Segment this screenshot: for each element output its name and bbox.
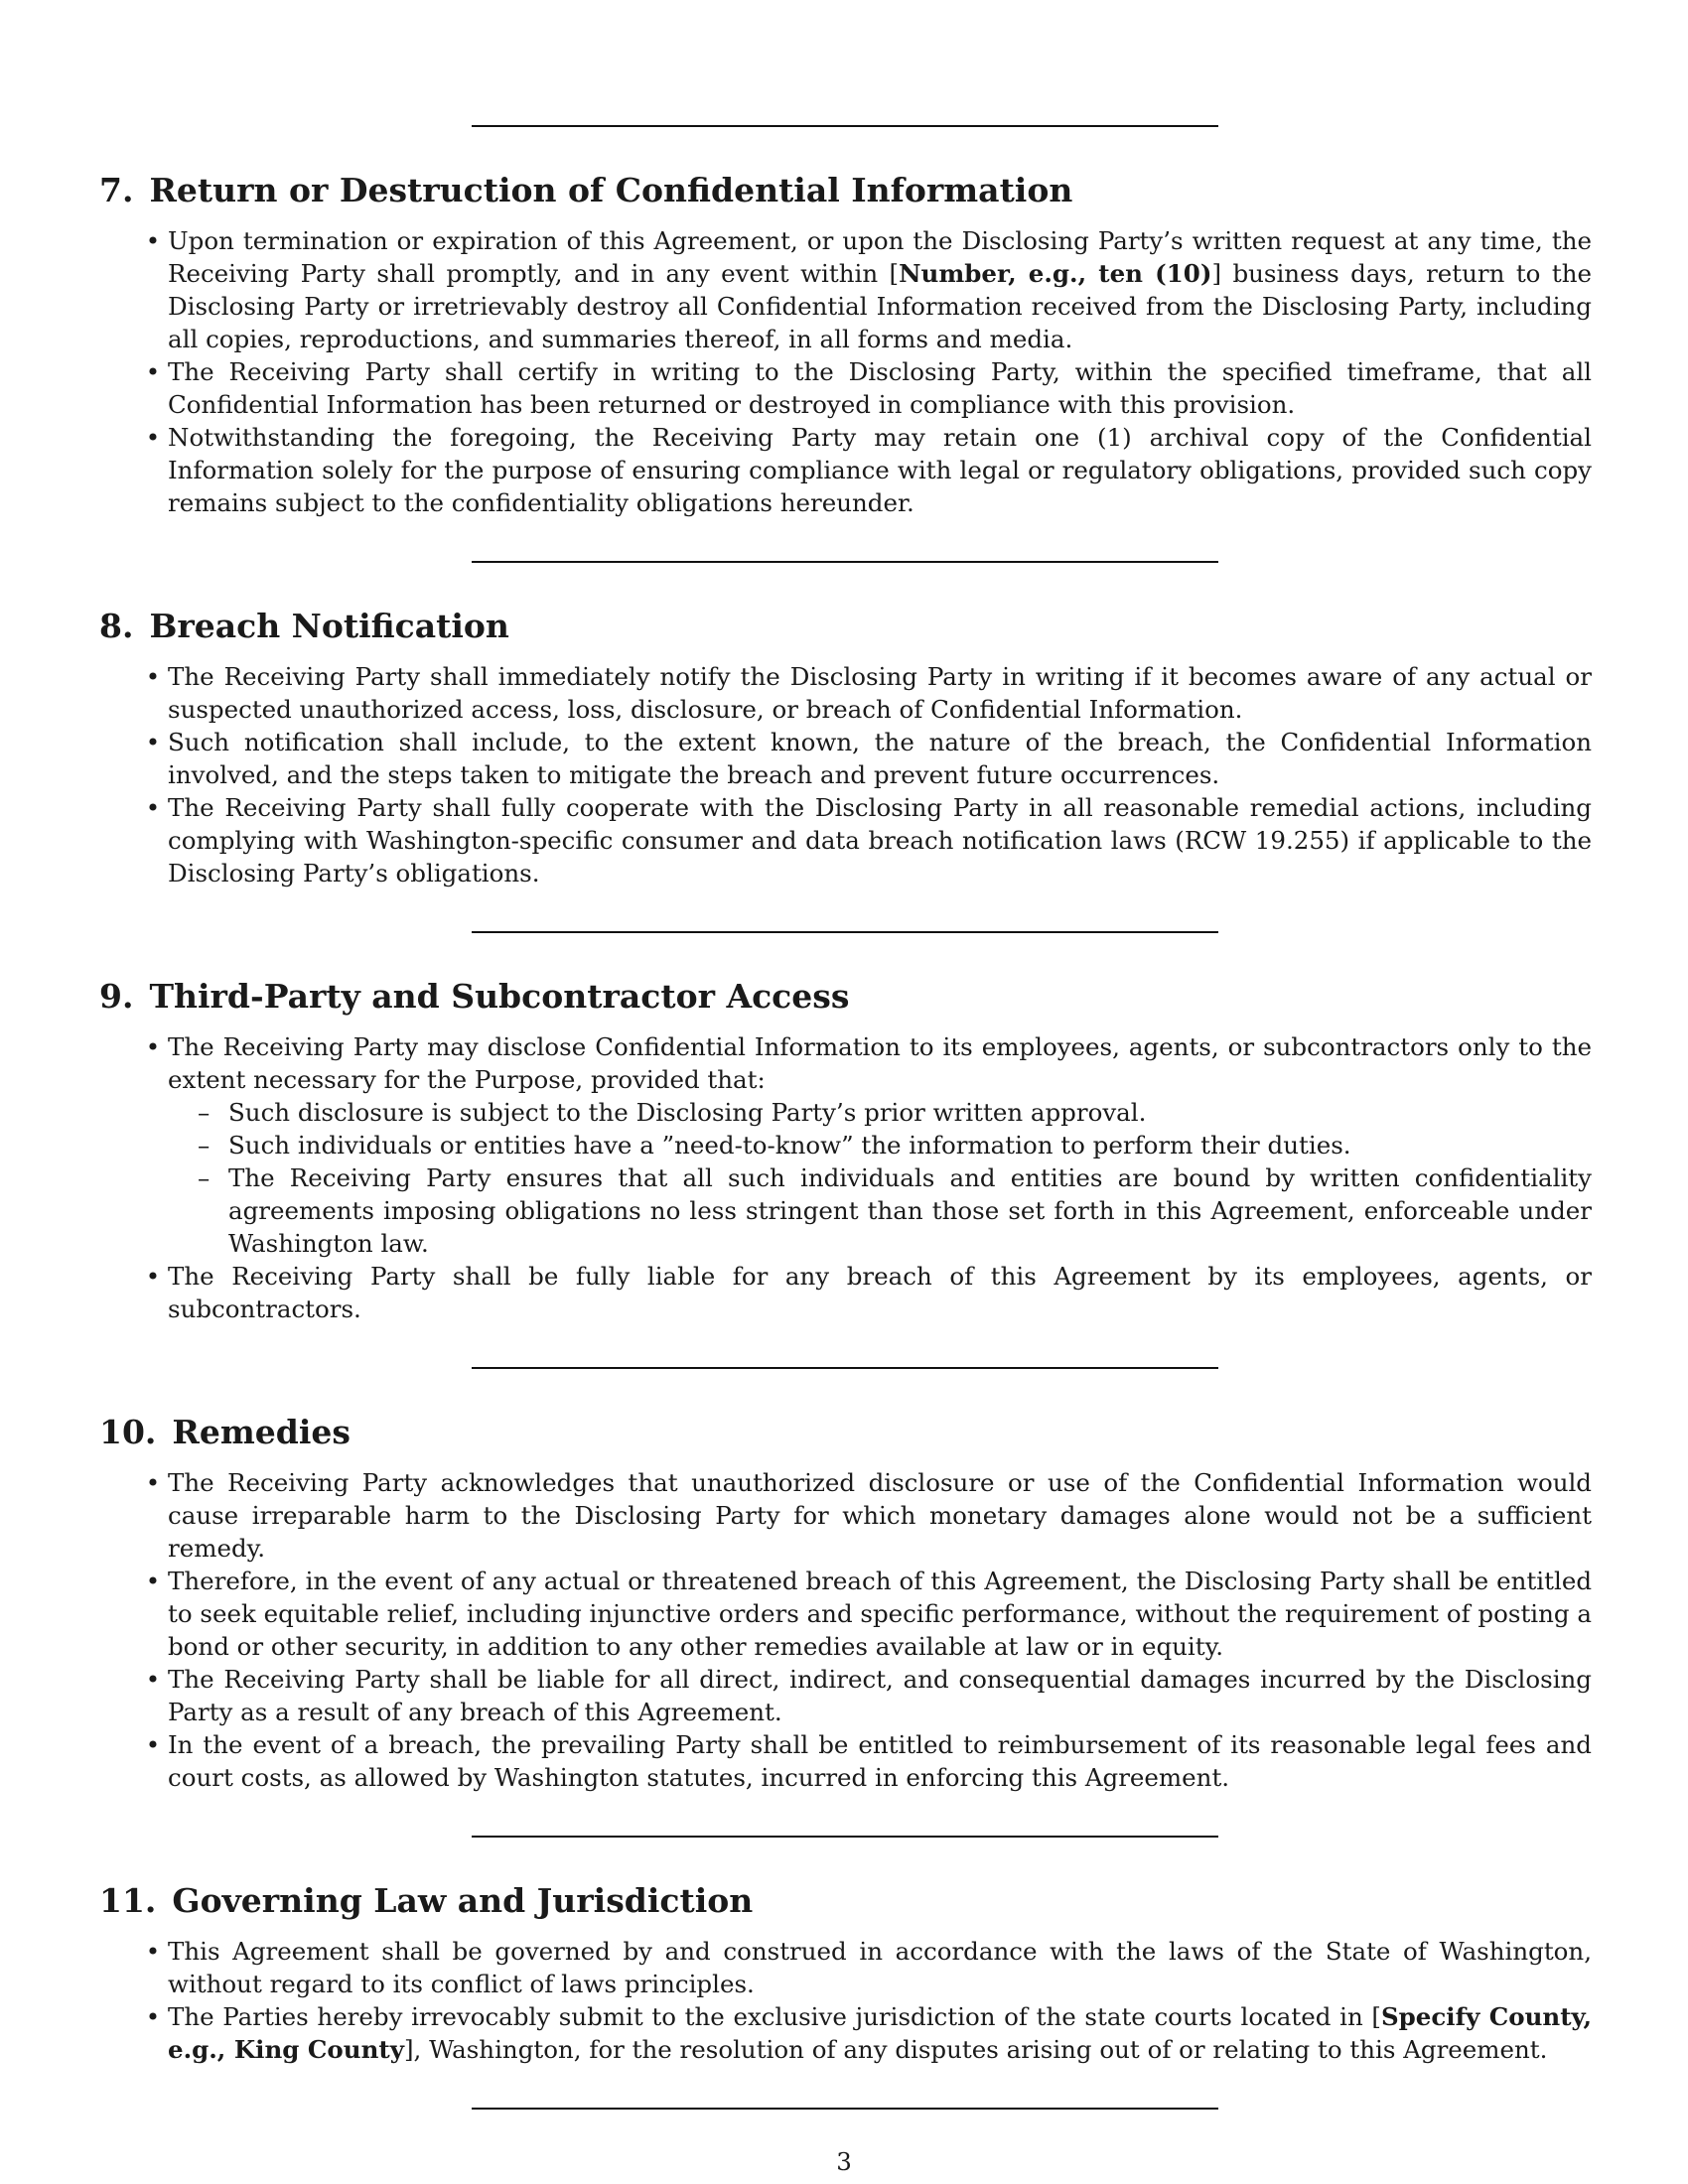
clause-text: ], Washington, for the resolution of any disputes arising out of or relating to this Agreement. [403, 2035, 1548, 2064]
clause-text: Therefore, in the event of any actual or threatened breach of this Agreement, the Disclosing Party shall be entitled to seek equitable relief, including injunctive orders and specific performance, without the requirement of posting a bond or other security, in addition to any other remedies available at law or in equity. [168, 1567, 1592, 1661]
section-divider [472, 1836, 1218, 1838]
bullet-icon: • [145, 728, 161, 756]
section [99, 1413, 1592, 1838]
section-title: Breach Notification [149, 607, 509, 645]
clause-text: This Agreement shall be governed by and construed in accordance with the laws of the State of Washington, without regard to its conflict of laws principles. [168, 1937, 1592, 1998]
section-number: 11. [99, 1881, 157, 1920]
list-item [145, 224, 1592, 355]
section-heading [99, 171, 1592, 210]
bullet-icon: • [145, 2002, 161, 2031]
section [99, 977, 1592, 1369]
section-divider [472, 1367, 1218, 1369]
bullet-icon: • [145, 357, 161, 386]
sub-list-item [198, 1129, 1592, 1161]
bullet-icon: • [145, 1665, 161, 1694]
clause-text: The Receiving Party shall certify in writing to the Disclosing Party, within the specified timeframe, that all Confidential Information has been returned or destroyed in compliance with this provision. [168, 357, 1592, 419]
section-heading [99, 1413, 1592, 1452]
section-heading [99, 977, 1592, 1017]
page-number: 3 [836, 2147, 852, 2176]
bullet-icon: • [145, 226, 161, 255]
bullet-list [99, 1935, 1592, 2066]
clause-text: ] business days, return to the Disclosing Party or irretrievably destroy all Confidential Information received from the Disclosing Party, including all copies, reproductions, and summaries thereof, in all forms and media. [168, 259, 1592, 353]
section-number: 7. [99, 171, 134, 209]
clause-text: Notwithstanding the foregoing, the Receiving Party may retain one (1) archival copy of the Confidential Information solely for the purpose of ensuring compliance with legal or regulatory obligations, provided such copy remains subject to the confidentiality obligations hereunder. [168, 423, 1592, 517]
section-number: 10. [99, 1413, 157, 1451]
bullet-icon: • [145, 793, 161, 822]
sub-list-item [198, 1096, 1592, 1129]
section-divider [472, 125, 1218, 127]
sub-list-item [198, 1161, 1592, 1260]
bullet-list [99, 1030, 1592, 1325]
section-title: Governing Law and Jurisdiction [172, 1881, 754, 1920]
section [99, 171, 1592, 563]
clause-text: The Receiving Party may disclose Confidential Information to its employees, agents, or subcontractors only to the extent necessary for the Purpose, provided that: [168, 1032, 1592, 1094]
clause-text: Such notification shall include, to the extent known, the nature of the breach, the Confidential Information involved, and the steps taken to mitigate the breach and prevent future occurrences. [168, 728, 1592, 789]
dash-icon: – [198, 1131, 211, 1160]
sub-item-text: Such individuals or entities have a ”need-to-know” the information to perform their duties. [228, 1131, 1351, 1160]
list-item [145, 1663, 1592, 1728]
bullet-icon: • [145, 1262, 161, 1291]
list-item [145, 1565, 1592, 1663]
section-heading [99, 1881, 1592, 1921]
bullet-list [99, 1466, 1592, 1794]
section-divider [472, 2108, 1218, 2110]
section-title: Third-Party and Subcontractor Access [149, 977, 850, 1016]
placeholder-text: Specify County, e.g., King County [168, 2002, 1592, 2064]
section-divider [472, 561, 1218, 563]
list-item [145, 791, 1592, 889]
sub-item-text: Such disclosure is subject to the Disclosing Party’s prior written approval. [228, 1098, 1147, 1127]
bullet-icon: • [145, 1032, 161, 1061]
dash-icon: – [198, 1163, 211, 1192]
clause-text: The Parties hereby irrevocably submit to the exclusive jurisdiction of the state courts located in [ [168, 2002, 1381, 2031]
section-heading [99, 607, 1592, 646]
bullet-list [99, 660, 1592, 889]
clause-text: The Receiving Party shall be fully liable for any breach of this Agreement by its employees, agents, or subcontractors. [168, 1262, 1592, 1323]
document-page [99, 0, 1592, 2117]
list-item [145, 1260, 1592, 1325]
list-item [145, 355, 1592, 421]
sections-container [99, 171, 1592, 2110]
section [99, 1881, 1592, 2110]
clause-text: The Receiving Party acknowledges that unauthorized disclosure or use of the Confidential Information would cause irreparable harm to the Disclosing Party for which monetary damages alone would not be a sufficient remedy. [168, 1468, 1592, 1563]
list-item [145, 1466, 1592, 1565]
dash-icon: – [198, 1098, 211, 1127]
bullet-icon: • [145, 1468, 161, 1497]
clause-text: The Receiving Party shall be liable for all direct, indirect, and consequential damages incurred by the Disclosing Party as a result of any breach of this Agreement. [168, 1665, 1592, 1726]
list-item [145, 726, 1592, 791]
sub-list [168, 1096, 1592, 1260]
clause-text: The Receiving Party shall fully cooperate with the Disclosing Party in all reasonable remedial actions, including complying with Washington-specific consumer and data breach notification laws (RCW 19.255) if applicable to the Disclosing Party’s obligations. [168, 793, 1592, 887]
clause-text: Upon termination or expiration of this Agreement, or upon the Disclosing Party’s written request at any time, the Receiving Party shall promptly, and in any event within [ [168, 226, 1592, 288]
placeholder-text: Number, e.g., ten (10) [899, 259, 1212, 288]
sub-item-text: The Receiving Party ensures that all such individuals and entities are bound by written confidentiality agreements imposing obligations no less stringent than those set forth in this Agreement, enforceable under Washington law. [228, 1163, 1592, 1258]
section-title: Return or Destruction of Confidential Information [149, 171, 1073, 209]
bullet-icon: • [145, 662, 161, 691]
bullet-icon: • [145, 1937, 161, 1966]
list-item [145, 421, 1592, 519]
list-item [145, 1935, 1592, 2000]
list-item [145, 1030, 1592, 1260]
clause-text: In the event of a breach, the prevailing Party shall be entitled to reimbursement of its reasonable legal fees and court costs, as allowed by Washington statutes, incurred in enforcing this Agreement. [168, 1730, 1592, 1792]
section-number: 9. [99, 977, 134, 1016]
list-item [145, 2000, 1592, 2066]
section-number: 8. [99, 607, 134, 645]
bullet-list [99, 224, 1592, 519]
list-item [145, 660, 1592, 726]
bullet-icon: • [145, 423, 161, 452]
bullet-icon: • [145, 1730, 161, 1759]
clause-text: The Receiving Party shall immediately notify the Disclosing Party in writing if it becomes aware of any actual or suspected unauthorized access, loss, disclosure, or breach of Confidential Information. [168, 662, 1592, 724]
bullet-icon: • [145, 1567, 161, 1595]
section [99, 607, 1592, 933]
list-item [145, 1728, 1592, 1794]
section-divider [472, 931, 1218, 933]
section-title: Remedies [172, 1413, 351, 1451]
